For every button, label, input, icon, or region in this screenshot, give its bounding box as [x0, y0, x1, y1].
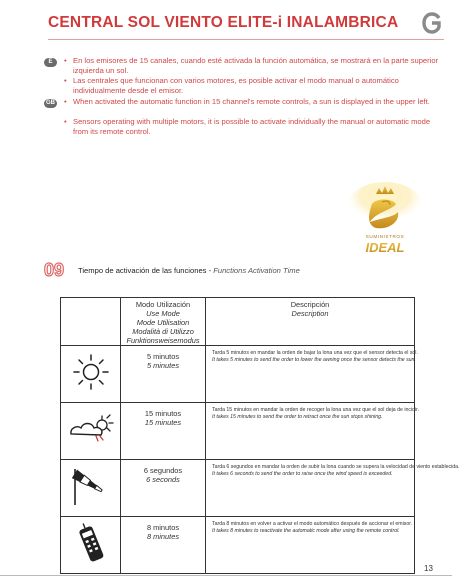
header-mode-cell: Modo Utilización Use Mode Mode Utilisation Modalità di Utilizzo Funktionsweisemodus [121, 298, 206, 346]
swan-crown-logo-icon [346, 182, 424, 258]
table-header-row [61, 298, 415, 346]
sun-icon [71, 352, 111, 392]
bullet-en-2: • Sensors operating with multiple motors, it is possible to activate individually the manual or automatic mode from its remote control. [64, 117, 431, 136]
table-row [61, 460, 415, 517]
mode-cell: 15 minutos 15 minutes [121, 403, 206, 460]
table-row [61, 517, 415, 574]
bullet-en-1: • When activated the automatic function in 15 channel's remote controls, a sun is displayed in the upper left. [64, 97, 430, 106]
bullet-es-2: • Las centrales que funcionan con varios motores, es posible activar el modo manual o automático individualmente desde el emisor. [64, 76, 399, 95]
icon-cell [61, 460, 121, 517]
language-badge-gb: GB [46, 100, 55, 106]
icon-cell [61, 403, 121, 460]
bullet-es-1: • En los emisores de 15 canales, cuando esté activada la función automática, se mostrará en la parte superior izquierda un sol. [64, 56, 439, 75]
section-number: 09 [44, 260, 65, 280]
bullet-dot: • [64, 56, 67, 65]
bullet-dot: • [64, 97, 67, 106]
page-number: 13 [424, 564, 433, 573]
bullet-dot: • [64, 117, 67, 126]
desc-cell: Tarda 6 segundos en mandar la orden de subir la lona cuando se supera la velocidad de viento establecida. It takes 6 seconds to send the order to raise once the wind speed is exceeded. [206, 460, 415, 517]
bullet-dot: • [64, 76, 67, 85]
page-title: CENTRAL SOL VIENTO ELITE-i INALAMBRICA [48, 14, 399, 31]
remote-control-icon [73, 521, 109, 565]
desc-cell: Tarda 8 minutos en volver a activar el modo automático después de accionar el emisor. It takes 8 minutes to reactivate the automatic mode after using the remote control. [206, 517, 415, 574]
footer-divider [0, 575, 452, 576]
g-brand-logo-icon [421, 12, 443, 36]
mode-cell: 6 segundos 6 seconds [121, 460, 206, 517]
table-row [61, 346, 415, 403]
desc-cell: Tarda 5 minutos en mandar la orden de bajar la lona una vez que el sensor detecta el sol. It takes 5 minutes to send the order to lower the awning once the sensor detects the sun. [206, 346, 415, 403]
header-desc-cell: Descripción Description [206, 298, 415, 346]
svg-text:SUMINISTROS: SUMINISTROS [365, 234, 405, 239]
section-title: Tiempo de activación de las funciones - Functions Activation Time [78, 266, 300, 275]
desc-cell: Tarda 15 minutos en mandar la orden de recoger la lona una vez que el sol deja de incidir. It takes 15 minutes to send the order to retract once the sun stops shining. [206, 403, 415, 460]
sun-behind-cloud-icon [68, 412, 114, 446]
windsock-icon [70, 465, 112, 507]
language-badge-es: E [44, 58, 57, 67]
title-divider [48, 39, 444, 40]
svg-text:IDEAL: IDEAL [365, 240, 405, 255]
header-icon-cell [61, 298, 121, 346]
mode-cell: 8 minutos 8 minutes [121, 517, 206, 574]
mode-cell: 5 minutos 5 minutes [121, 346, 206, 403]
icon-cell [61, 517, 121, 574]
table-row [61, 403, 415, 460]
icon-cell [61, 346, 121, 403]
